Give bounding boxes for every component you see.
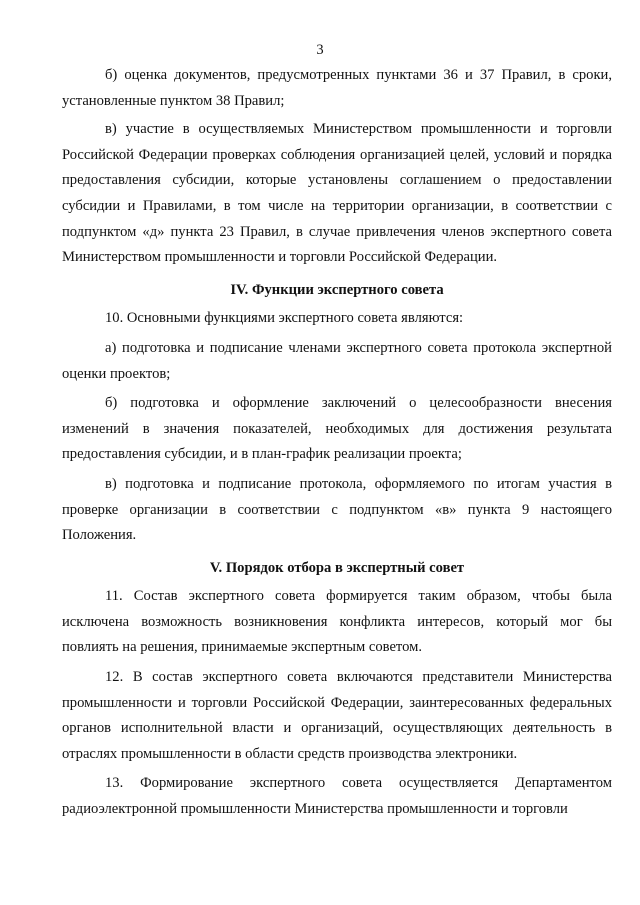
page-number: 3 bbox=[316, 42, 324, 58]
section-heading-iv: IV. Функции экспертного совета bbox=[230, 281, 444, 298]
paragraph-10: 10. Основными функциями экспертного совета являются: bbox=[105, 310, 464, 327]
paragraph-v-participation: в) участие в осуществляемых Министерством промышленности и торговли Российской Федерации проверках соблюдения организацией целей, условий и порядка предоставления субсидии, которые установлены соглашением о предоставлении субсидии и Правилами, в том числе на территории организации, в соответствии с подпунктом «д» пункта 23 Правил, в случае привлечения членов экспертного совета Министерством промышленности и торговли Российской Федерации. bbox=[62, 121, 612, 266]
paragraph-11: 11. Состав экспертного совета формируется таким образом, чтобы была исключена возможность возникновения конфликта интересов, который мог бы повлиять на решения, принимаемые экспертным советом. bbox=[62, 588, 612, 656]
paragraph-10-v: в) подготовка и подписание протокола, оформляемого по итогам участия в проверке организации в соответствии с подпунктом «в» пункта 9 настоящего Положения. bbox=[62, 475, 612, 544]
paragraph-10-b: б) подготовка и оформление заключений о целесообразности внесения изменений в значения показателей, необходимых для достижения результата предоставления субсидии, и в план-график реализации проекта; bbox=[62, 395, 612, 463]
paragraph-13: 13. Формирование экспертного совета осуществляется Департаментом радиоэлектронной промышленности Министерства промышленности и торговли bbox=[62, 775, 612, 818]
paragraph-10-a: а) подготовка и подписание членами экспертного совета протокола экспертной оценки проектов; bbox=[62, 339, 612, 382]
paragraph-b-evaluation: б) оценка документов, предусмотренных пунктами 36 и 37 Правил, в сроки, установленные пунктом 38 Правил; bbox=[62, 67, 612, 109]
document-body bbox=[62, 63, 612, 823]
paragraph-12: 12. В состав экспертного совета включаются представители Министерства промышленности и торговли Российской Федерации, заинтересованных федеральных органов исполнительной власти и организаций, осуществляющих деятельность в отраслях промышленности в области средств производства электроники. bbox=[62, 669, 612, 762]
section-heading-v: V. Порядок отбора в экспертный совет bbox=[209, 559, 465, 576]
